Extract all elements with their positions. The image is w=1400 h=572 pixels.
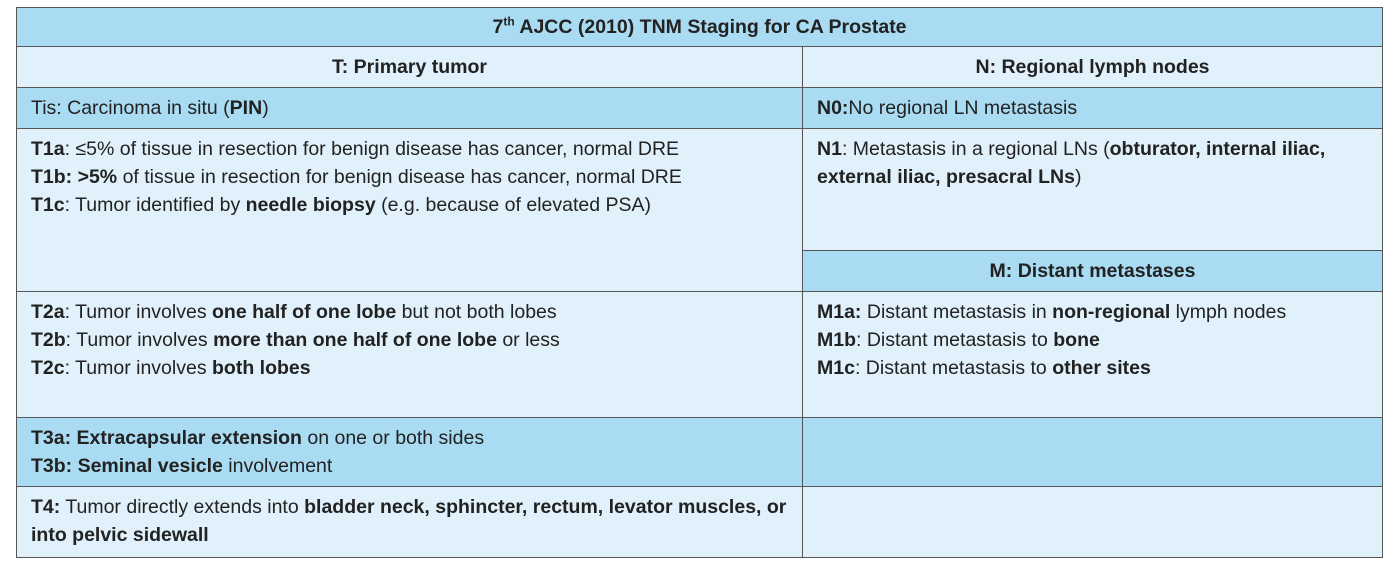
m1c-code: M1c xyxy=(817,357,855,379)
t2a-line xyxy=(31,298,788,326)
t1a-text: : ≤5% of tissue in resection for benign disease has cancer, normal DRE xyxy=(64,138,680,160)
t1a-code: T1a xyxy=(31,138,65,160)
t2c-code: T2c xyxy=(31,357,65,379)
m1-cell xyxy=(803,292,1383,418)
t3-cell xyxy=(17,418,803,487)
t1a-line xyxy=(31,135,788,163)
t2b-code: T2b xyxy=(31,329,66,351)
empty-cell-t3 xyxy=(803,418,1383,487)
n1-bold: obturator, internal iliac, external iliac, presacral LNs xyxy=(817,138,1326,188)
t3b-line xyxy=(31,452,788,480)
n1-cell xyxy=(803,129,1383,251)
t1b-text: of tissue in resection for benign disease has cancer, normal DRE xyxy=(117,166,682,188)
t2a-bold: one half of one lobe xyxy=(212,301,397,323)
n0-cell xyxy=(803,88,1383,129)
t4-bold: bladder neck, sphincter, rectum, levator muscles, or into pelvic sidewall xyxy=(31,496,787,546)
t-column-header: T: Primary tumor xyxy=(17,47,803,88)
table-title xyxy=(17,8,1383,47)
t4-cell xyxy=(17,487,803,558)
t2c-line xyxy=(31,354,788,382)
n0-code: N0: xyxy=(817,97,849,119)
tis-code: Tis xyxy=(31,97,57,119)
t2a-tail: but not both lobes xyxy=(396,301,557,323)
m1a-text: Distant metastasis in xyxy=(861,301,1053,323)
n1-code: N1 xyxy=(817,138,842,160)
t2c-text: : Tumor involves xyxy=(64,357,212,379)
m1c-bold: other sites xyxy=(1052,357,1151,379)
t1b-line xyxy=(31,163,788,191)
tis-pin: PIN xyxy=(229,97,263,119)
empty-cell-t4 xyxy=(803,487,1383,558)
title-rest: AJCC (2010) TNM Staging for CA Prostate xyxy=(514,16,907,38)
n1-close: ) xyxy=(1074,166,1082,188)
t2b-tail: or less xyxy=(496,329,560,351)
t3b-text: involvement xyxy=(222,455,333,477)
m1c-text: : Distant metastasis to xyxy=(854,357,1053,379)
t2a-code: T2a xyxy=(31,301,65,323)
t1b-code: T1b: >5% xyxy=(31,166,118,188)
m1a-bold: non-regional xyxy=(1052,301,1171,323)
m1a-line xyxy=(817,298,1368,326)
tis-close: ) xyxy=(262,97,269,119)
m1a-code: M1a: xyxy=(817,301,862,323)
n-column-header: N: Regional lymph nodes xyxy=(803,47,1383,88)
t1c-bold: needle biopsy xyxy=(245,194,376,216)
t2a-text: : Tumor involves xyxy=(64,301,212,323)
tis-text: : Carcinoma in situ ( xyxy=(56,97,230,119)
t1c-line xyxy=(31,191,788,219)
n1-text: : Metastasis in a regional LNs ( xyxy=(841,138,1110,160)
t3a-text: on one or both sides xyxy=(301,427,485,449)
tnm-staging-table xyxy=(16,7,1383,558)
m1b-text: : Distant metastasis to xyxy=(856,329,1054,351)
t1c-text: : Tumor identified by xyxy=(64,194,246,216)
t3b-code: T3b: Seminal vesicle xyxy=(31,455,223,477)
m1b-code: M1b xyxy=(817,329,856,351)
t1c-tail: (e.g. because of elevated PSA) xyxy=(375,194,652,216)
t2b-text: : Tumor involves xyxy=(65,329,214,351)
title-superscript: th xyxy=(503,14,515,29)
t2b-bold: more than one half of one lobe xyxy=(213,329,497,351)
n0-text: No regional LN metastasis xyxy=(848,97,1078,119)
m-column-header: M: Distant metastases xyxy=(803,251,1383,292)
m1c-line xyxy=(817,354,1368,382)
m1b-bold: bone xyxy=(1053,329,1100,351)
tis-cell xyxy=(17,88,803,129)
m1a-tail: lymph nodes xyxy=(1170,301,1287,323)
t4-text: Tumor directly extends into xyxy=(60,496,305,518)
title-prefix: 7 xyxy=(492,16,504,38)
t2c-bold: both lobes xyxy=(212,357,311,379)
t2b-line xyxy=(31,326,788,354)
t3a-line xyxy=(31,424,788,452)
m1b-line xyxy=(817,326,1368,354)
t4-code: T4: xyxy=(31,496,61,518)
t1c-code: T1c xyxy=(31,194,65,216)
t3a-code: T3a: Extracapsular extension xyxy=(31,427,302,449)
t1-cell xyxy=(17,129,803,292)
t2-cell xyxy=(17,292,803,418)
